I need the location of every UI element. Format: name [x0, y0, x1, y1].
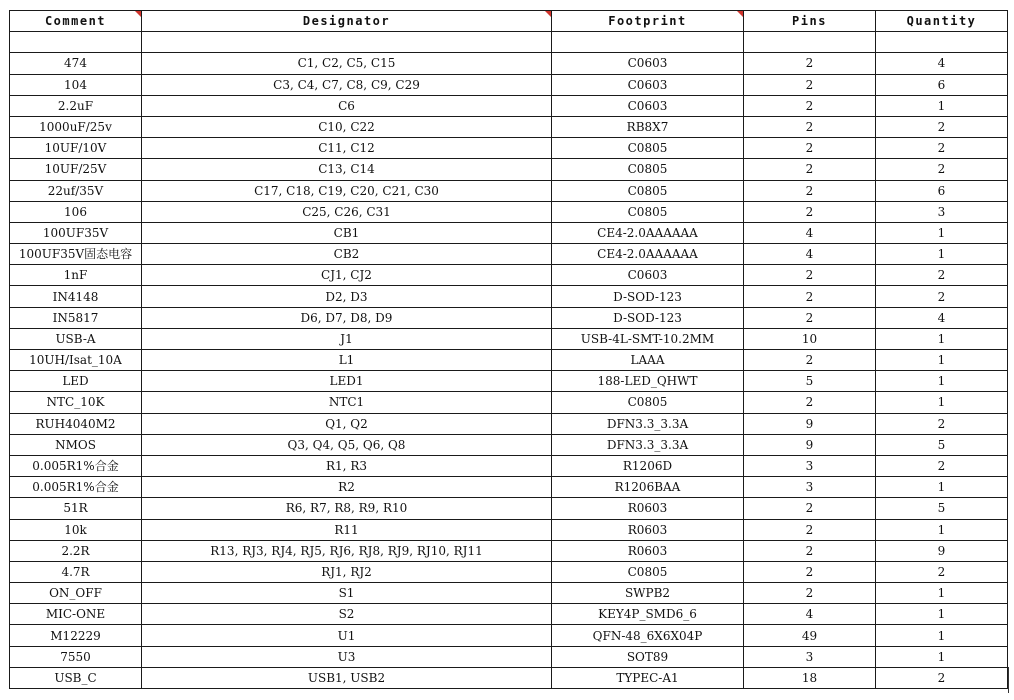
table-row	[10, 392, 1008, 413]
header-comment[interactable]	[10, 11, 142, 32]
cell-footprint[interactable]: R0603	[552, 540, 744, 561]
cell-pins[interactable]: 2	[744, 201, 876, 222]
cell-footprint[interactable]: RB8X7	[552, 116, 744, 137]
cell-quantity[interactable]: 1	[876, 392, 1008, 413]
cell-comment[interactable]: NTC_10K	[10, 392, 142, 413]
header-footprint-label: Footprint	[608, 14, 687, 29]
cell-designator[interactable]: LED1	[142, 371, 552, 392]
cell-pins[interactable]: 2	[744, 53, 876, 74]
cell-pins[interactable]: 2	[744, 138, 876, 159]
table-row	[10, 201, 1008, 222]
cell-quantity[interactable]: 1	[876, 371, 1008, 392]
cell-quantity[interactable]: 2	[876, 286, 1008, 307]
cell-designator[interactable]: NTC1	[142, 392, 552, 413]
cell-comment[interactable]: 10UH/Isat_10A	[10, 350, 142, 371]
cell-quantity[interactable]: 2	[876, 667, 1008, 688]
cell-comment[interactable]: 51R	[10, 498, 142, 519]
table-row	[10, 244, 1008, 265]
cell-quantity[interactable]: 2	[876, 455, 1008, 476]
cell-footprint[interactable]: USB-4L-SMT-10.2MM	[552, 328, 744, 349]
cell-comment[interactable]: 100UF35V	[10, 222, 142, 243]
cell-comment[interactable]: 22uf/35V	[10, 180, 142, 201]
table-row	[10, 519, 1008, 540]
bom-table	[9, 10, 1008, 689]
cell-footprint[interactable]: C0603	[552, 95, 744, 116]
table-row	[10, 413, 1008, 434]
cell-comment[interactable]: 10k	[10, 519, 142, 540]
cell-designator[interactable]: C11, C12	[142, 138, 552, 159]
cell-comment[interactable]: 104	[10, 74, 142, 95]
bom-body	[10, 32, 1008, 689]
cell-footprint[interactable]: CE4-2.0AAAAAA	[552, 244, 744, 265]
table-row	[10, 180, 1008, 201]
cell-comment[interactable]: 2.2uF	[10, 95, 142, 116]
cell-footprint[interactable]: C0805	[552, 138, 744, 159]
table-row	[10, 222, 1008, 243]
table-row	[10, 95, 1008, 116]
cell-quantity[interactable]: 6	[876, 74, 1008, 95]
cell-designator[interactable]: L1	[142, 350, 552, 371]
table-row	[10, 498, 1008, 519]
cell-pins[interactable]: 9	[744, 434, 876, 455]
cell-footprint[interactable]: TYPEC-A1	[552, 667, 744, 688]
cell-designator[interactable]: C6	[142, 95, 552, 116]
cell-pins[interactable]: 5	[744, 371, 876, 392]
cell-pins[interactable]: 2	[744, 74, 876, 95]
cell-pins[interactable]: 4	[744, 244, 876, 265]
table-row	[10, 116, 1008, 137]
cell-designator[interactable]: CJ1, CJ2	[142, 265, 552, 286]
cell-pins[interactable]: 3	[744, 646, 876, 667]
cell-comment[interactable]: 10UF/10V	[10, 138, 142, 159]
cell-pins[interactable]: 2	[744, 286, 876, 307]
cell-designator[interactable]: J1	[142, 328, 552, 349]
cell-designator[interactable]: S2	[142, 604, 552, 625]
cell-designator[interactable]: C10, C22	[142, 116, 552, 137]
cell-pins[interactable]: 49	[744, 625, 876, 646]
cell-footprint[interactable]: C0603	[552, 53, 744, 74]
cell-quantity[interactable]: 1	[876, 583, 1008, 604]
cell-pins[interactable]: 2	[744, 95, 876, 116]
comment-flag-icon	[135, 11, 141, 17]
cell-designator[interactable]: RJ1, RJ2	[142, 561, 552, 582]
table-row	[10, 32, 1008, 53]
comment-flag-icon	[737, 11, 743, 17]
cell-footprint[interactable]: C0805	[552, 392, 744, 413]
cell-quantity[interactable]: 1	[876, 95, 1008, 116]
cell-designator[interactable]: D2, D3	[142, 286, 552, 307]
cell-footprint[interactable]: DFN3.3_3.3A	[552, 413, 744, 434]
cell-footprint[interactable]: R0603	[552, 498, 744, 519]
cell-footprint[interactable]: DFN3.3_3.3A	[552, 434, 744, 455]
cell-pins[interactable]: 3	[744, 455, 876, 476]
header-footprint[interactable]	[552, 11, 744, 32]
cell-comment[interactable]: 1000uF/25v	[10, 116, 142, 137]
cell-footprint[interactable]: C0603	[552, 74, 744, 95]
table-row	[10, 477, 1008, 498]
cell-designator[interactable]: D6, D7, D8, D9	[142, 307, 552, 328]
cell-quantity[interactable]: 3	[876, 201, 1008, 222]
cell-footprint[interactable]: LAAA	[552, 350, 744, 371]
cell-footprint[interactable]: R1206D	[552, 455, 744, 476]
table-row	[10, 138, 1008, 159]
cell-comment[interactable]: 0.005R1%合金	[10, 455, 142, 476]
cell-footprint[interactable]: R0603	[552, 519, 744, 540]
cell-quantity[interactable]: 1	[876, 646, 1008, 667]
cell-quantity[interactable]: 1	[876, 625, 1008, 646]
cell-quantity[interactable]: 1	[876, 244, 1008, 265]
cell-edge-divider	[1008, 667, 1009, 693]
cell-comment[interactable]: 4.7R	[10, 561, 142, 582]
cell-comment[interactable]: M12229	[10, 625, 142, 646]
cell-quantity[interactable]: 2	[876, 116, 1008, 137]
cell-comment[interactable]: LED	[10, 371, 142, 392]
cell-comment[interactable]: IN5817	[10, 307, 142, 328]
cell-comment[interactable]: NMOS	[10, 434, 142, 455]
cell-quantity[interactable]: 5	[876, 498, 1008, 519]
cell-designator[interactable]: USB1, USB2	[142, 667, 552, 688]
cell-pins[interactable]: 3	[744, 477, 876, 498]
comment-flag-icon	[545, 11, 551, 17]
cell-quantity[interactable]	[876, 32, 1008, 53]
header-quantity-label: Quantity	[906, 14, 977, 29]
cell-comment[interactable]: USB-A	[10, 328, 142, 349]
table-row	[10, 540, 1008, 561]
table-row	[10, 604, 1008, 625]
cell-designator[interactable]: Q3, Q4, Q5, Q6, Q8	[142, 434, 552, 455]
cell-quantity[interactable]: 2	[876, 159, 1008, 180]
cell-designator[interactable]: R13, RJ3, RJ4, RJ5, RJ6, RJ8, RJ9, RJ10, RJ11	[142, 540, 552, 561]
cell-quantity[interactable]: 2	[876, 413, 1008, 434]
cell-comment[interactable]	[10, 32, 142, 53]
header-pins[interactable]	[744, 11, 876, 32]
cell-pins[interactable]: 2	[744, 392, 876, 413]
cell-pins[interactable]: 2	[744, 180, 876, 201]
cell-pins[interactable]: 2	[744, 350, 876, 371]
table-row	[10, 328, 1008, 349]
cell-designator[interactable]: R2	[142, 477, 552, 498]
cell-footprint[interactable]: CE4-2.0AAAAAA	[552, 222, 744, 243]
cell-designator[interactable]: C13, C14	[142, 159, 552, 180]
cell-quantity[interactable]: 1	[876, 519, 1008, 540]
header-row	[10, 11, 1008, 32]
header-comment-label: Comment	[44, 14, 107, 29]
cell-quantity[interactable]: 1	[876, 350, 1008, 371]
cell-footprint[interactable]: D-SOD-123	[552, 307, 744, 328]
table-row	[10, 286, 1008, 307]
header-designator[interactable]	[142, 11, 552, 32]
table-row	[10, 583, 1008, 604]
table-row	[10, 350, 1008, 371]
cell-designator[interactable]: CB1	[142, 222, 552, 243]
cell-footprint[interactable]: SOT89	[552, 646, 744, 667]
cell-footprint[interactable]: 188-LED_QHWT	[552, 371, 744, 392]
cell-quantity[interactable]: 6	[876, 180, 1008, 201]
cell-footprint[interactable]: C0805	[552, 561, 744, 582]
cell-footprint[interactable]: QFN-48_6X6X04P	[552, 625, 744, 646]
cell-designator[interactable]: S1	[142, 583, 552, 604]
cell-footprint[interactable]: R1206BAA	[552, 477, 744, 498]
cell-designator[interactable]: CB2	[142, 244, 552, 265]
cell-footprint[interactable]: C0603	[552, 265, 744, 286]
cell-pins[interactable]: 2	[744, 519, 876, 540]
cell-quantity[interactable]: 4	[876, 307, 1008, 328]
cell-pins[interactable]: 2	[744, 159, 876, 180]
table-row	[10, 265, 1008, 286]
cell-designator[interactable]: U1	[142, 625, 552, 646]
cell-designator[interactable]: C1, C2, C5, C15	[142, 53, 552, 74]
cell-quantity[interactable]: 2	[876, 265, 1008, 286]
cell-pins[interactable]: 2	[744, 540, 876, 561]
cell-pins[interactable]: 2	[744, 116, 876, 137]
cell-footprint[interactable]: SWPB2	[552, 583, 744, 604]
table-row	[10, 646, 1008, 667]
cell-quantity[interactable]: 9	[876, 540, 1008, 561]
cell-footprint[interactable]: D-SOD-123	[552, 286, 744, 307]
cell-pins[interactable]: 2	[744, 265, 876, 286]
cell-pins[interactable]: 2	[744, 498, 876, 519]
cell-comment[interactable]: 10UF/25V	[10, 159, 142, 180]
cell-comment[interactable]: 2.2R	[10, 540, 142, 561]
cell-pins[interactable]: 9	[744, 413, 876, 434]
cell-pins[interactable]	[744, 32, 876, 53]
cell-comment[interactable]: RUH4040M2	[10, 413, 142, 434]
cell-designator[interactable]: C17, C18, C19, C20, C21, C30	[142, 180, 552, 201]
cell-comment[interactable]: 0.005R1%合金	[10, 477, 142, 498]
cell-comment[interactable]: 1nF	[10, 265, 142, 286]
cell-quantity[interactable]: 2	[876, 561, 1008, 582]
cell-footprint[interactable]: C0805	[552, 159, 744, 180]
cell-quantity[interactable]: 2	[876, 138, 1008, 159]
cell-pins[interactable]: 2	[744, 307, 876, 328]
cell-quantity[interactable]: 1	[876, 477, 1008, 498]
table-row	[10, 159, 1008, 180]
cell-comment[interactable]: MIC-ONE	[10, 604, 142, 625]
cell-comment[interactable]: ON_OFF	[10, 583, 142, 604]
cell-pins[interactable]: 4	[744, 604, 876, 625]
cell-quantity[interactable]: 4	[876, 53, 1008, 74]
cell-footprint[interactable]: C0805	[552, 201, 744, 222]
cell-designator[interactable]: C3, C4, C7, C8, C9, C29	[142, 74, 552, 95]
cell-footprint[interactable]	[552, 32, 744, 53]
cell-comment[interactable]: 7550	[10, 646, 142, 667]
cell-footprint[interactable]: C0805	[552, 180, 744, 201]
cell-comment[interactable]: USB_C	[10, 667, 142, 688]
cell-footprint[interactable]: KEY4P_SMD6_6	[552, 604, 744, 625]
table-row	[10, 53, 1008, 74]
cell-pins[interactable]: 4	[744, 222, 876, 243]
table-row	[10, 371, 1008, 392]
cell-comment[interactable]: IN4148	[10, 286, 142, 307]
header-designator-label: Designator	[302, 14, 391, 29]
cell-designator[interactable]: C25, C26, C31	[142, 201, 552, 222]
cell-pins[interactable]: 10	[744, 328, 876, 349]
header-pins-label: Pins	[792, 14, 827, 29]
cell-pins[interactable]: 2	[744, 583, 876, 604]
cell-designator[interactable]: R6, R7, R8, R9, R10	[142, 498, 552, 519]
table-row	[10, 307, 1008, 328]
cell-designator[interactable]: Q1, Q2	[142, 413, 552, 434]
table-row	[10, 74, 1008, 95]
table-row	[10, 455, 1008, 476]
cell-quantity[interactable]: 1	[876, 604, 1008, 625]
cell-quantity[interactable]: 5	[876, 434, 1008, 455]
cell-designator[interactable]: R11	[142, 519, 552, 540]
table-row	[10, 561, 1008, 582]
cell-quantity[interactable]: 1	[876, 328, 1008, 349]
table-row	[10, 434, 1008, 455]
cell-designator[interactable]: R1, R3	[142, 455, 552, 476]
table-row	[10, 625, 1008, 646]
cell-pins[interactable]: 2	[744, 561, 876, 582]
cell-designator[interactable]	[142, 32, 552, 53]
cell-comment[interactable]: 474	[10, 53, 142, 74]
cell-comment[interactable]: 100UF35V固态电容	[10, 244, 142, 265]
cell-quantity[interactable]: 1	[876, 222, 1008, 243]
cell-pins[interactable]: 18	[744, 667, 876, 688]
cell-designator[interactable]: U3	[142, 646, 552, 667]
header-quantity[interactable]	[876, 11, 1008, 32]
cell-comment[interactable]: 106	[10, 201, 142, 222]
table-row	[10, 667, 1008, 688]
